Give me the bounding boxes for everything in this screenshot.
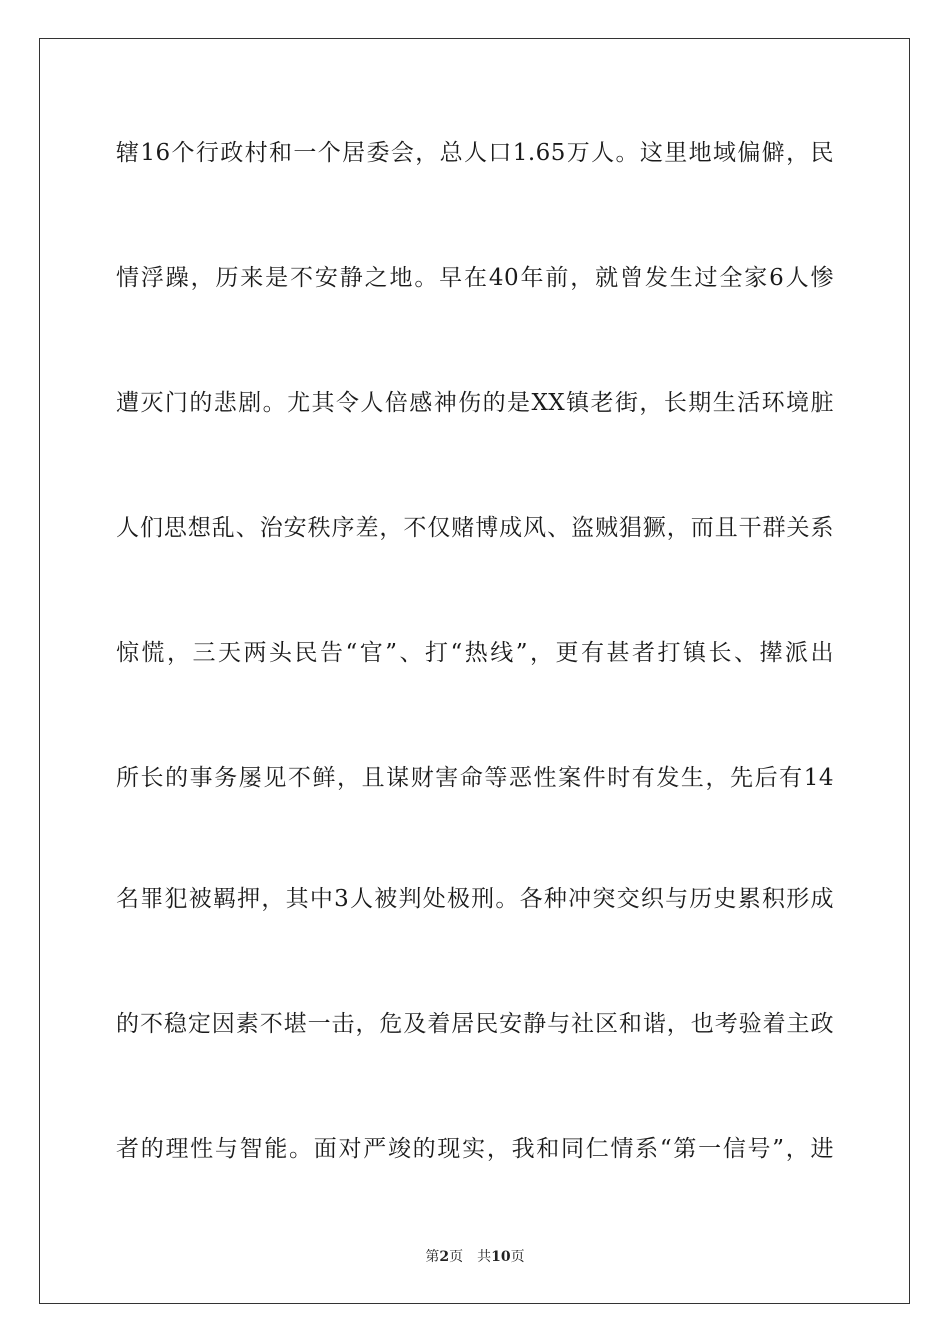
page-suffix: 页: [449, 1249, 464, 1265]
text-line: 辖16个行政村和一个居委会，总人口1.65万人。这里地域偏僻，民: [116, 140, 834, 166]
text-line: 的不稳定因素不堪一击，危及着居民安静与社区和谐，也考验着主政: [116, 1011, 834, 1037]
page-prefix: 第: [425, 1249, 440, 1265]
total-suffix: 页: [510, 1249, 525, 1265]
page-footer: [0, 1248, 950, 1266]
text-line: 者的理性与智能。面对严竣的现实，我和同仁情系“第一信号”，进: [116, 1136, 834, 1162]
text-line: 所长的事务屡见不鲜，且谋财害命等恶性案件时有发生，先后有14: [116, 765, 834, 791]
text-line: 惊慌，三天两头民告“官”、打“热线”，更有甚者打镇长、撵派出: [116, 640, 834, 666]
text-line: 情浮躁，历来是不安静之地。早在40年前，就曾发生过全家6人惨: [116, 265, 834, 291]
text-line: 遭灭门的悲剧。尤其令人倍感神伤的是XX镇老街，长期生活环境脏: [116, 390, 834, 416]
total-prefix: 共: [477, 1249, 492, 1265]
text-line: 名罪犯被羁押，其中3人被判处极刑。各种冲突交织与历史累积形成: [116, 886, 834, 912]
text-line: 人们思想乱、治安秩序差，不仅赌博成风、盗贼猖獗，而且干群关系: [116, 515, 834, 541]
page-number: 2: [439, 1249, 450, 1265]
total-pages: 10: [491, 1249, 511, 1265]
page-border: [39, 38, 910, 1304]
